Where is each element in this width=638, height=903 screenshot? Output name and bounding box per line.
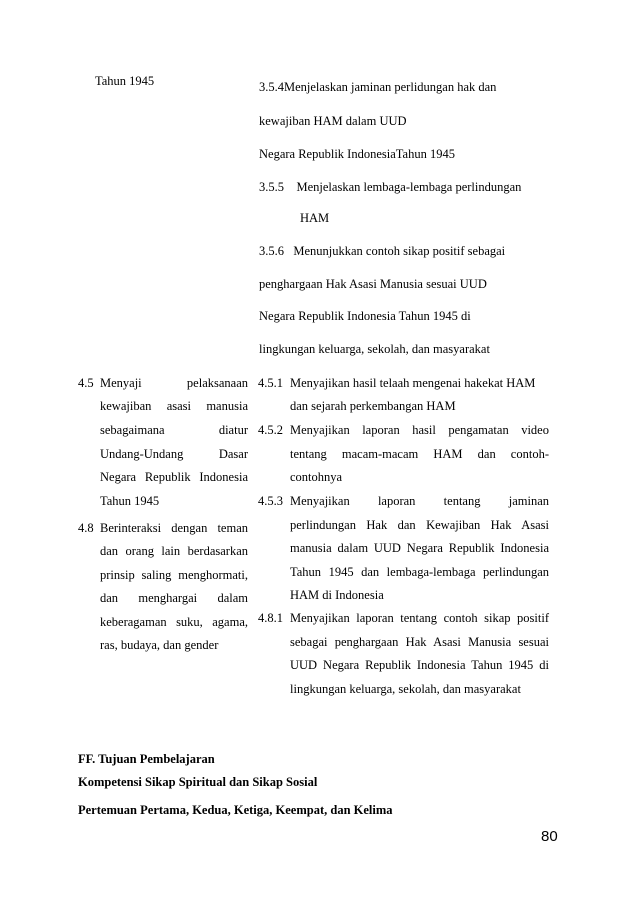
indicator-line: perlindungan Hak dan Kewajiban Hak Asasi <box>290 518 549 532</box>
section-title: FF. Tujuan Pembelajaran <box>78 752 215 766</box>
indicator-line: lingkungan keluarga, sekolah, dan masyarakat <box>290 682 521 696</box>
kd-line: Undang-Undang Dasar <box>100 447 248 461</box>
indicator-number: 4.5.1 <box>258 376 283 390</box>
kd-line: Berinteraksi dengan teman <box>100 521 248 535</box>
subtitle-competency: Kompetensi Sikap Spiritual dan Sikap Sosial <box>78 775 318 789</box>
indicator-line: dan sejarah perkembangan HAM <box>290 399 456 413</box>
kd-line: Tahun 1945 <box>100 494 160 508</box>
indicator-line: Menyajikan laporan tentang contoh sikap positif <box>290 611 549 625</box>
indicator-line: UUD Negara Republik Indonesia Tahun 1945 di <box>290 658 549 672</box>
indicator-number: 4.5.3 <box>258 494 283 508</box>
indicator-number: 4.8.1 <box>258 611 283 625</box>
kd-line: dan orang lain berdasarkan <box>100 544 248 558</box>
kd-line: sebagaimana diatur <box>100 423 248 437</box>
indicator-line: Menyajikan laporan hasil pengamatan video <box>290 423 549 437</box>
indicator-line: HAM di Indonesia <box>290 588 384 602</box>
indicator-line: manusia dalam UUD Negara Republik Indonesia <box>290 541 549 555</box>
indicator-line: Menyajikan laporan tentang jaminan <box>290 494 549 508</box>
indicator-line: Menyajikan hasil telaah mengenai hakekat HAM <box>290 376 536 390</box>
top-right-line: 3.5.4Menjelaskan jaminan perlidungan hak dan <box>259 80 497 94</box>
top-right-line: 3.5.6 Menunjukkan contoh sikap positif sebagai <box>259 244 506 258</box>
top-left-text: Tahun 1945 <box>95 74 155 88</box>
top-right-line: Negara Republik IndonesiaTahun 1945 <box>259 147 455 161</box>
indicator-line: tentang macam-macam HAM dan contoh- <box>290 447 549 461</box>
kd-number: 4.5 <box>78 376 94 390</box>
top-right-line: HAM <box>300 211 330 225</box>
kd-line: prinsip saling menghormati, <box>100 568 248 582</box>
kd-line: Menyaji pelaksanaan <box>100 376 248 390</box>
top-right-line: 3.5.5 Menjelaskan lembaga-lembaga perlindungan <box>259 180 522 194</box>
subtitle-meetings: Pertemuan Pertama, Kedua, Ketiga, Keempat, dan Kelima <box>78 803 393 817</box>
kd-line: keberagaman suku, agama, <box>100 615 248 629</box>
page-number: 80 <box>541 828 558 845</box>
kd-number: 4.8 <box>78 521 94 535</box>
top-right-line: kewajiban HAM dalam UUD <box>259 114 407 128</box>
indicator-line: contohnya <box>290 470 343 484</box>
indicator-line: Tahun 1945 dan lembaga-lembaga perlindungan <box>290 565 549 579</box>
kd-line: dan menghargai dalam <box>100 591 248 605</box>
top-right-line: penghargaan Hak Asasi Manusia sesuai UUD <box>259 277 487 291</box>
kd-line: Negara Republik Indonesia <box>100 470 248 484</box>
indicator-line: sebagai penghargaan Hak Asasi Manusia sesuai <box>290 635 549 649</box>
kd-line: ras, budaya, dan gender <box>100 638 219 652</box>
indicator-number: 4.5.2 <box>258 423 283 437</box>
kd-line: kewajiban asasi manusia <box>100 399 248 413</box>
top-right-line: lingkungan keluarga, sekolah, dan masyarakat <box>259 342 490 356</box>
top-right-line: Negara Republik Indonesia Tahun 1945 di <box>259 309 471 323</box>
